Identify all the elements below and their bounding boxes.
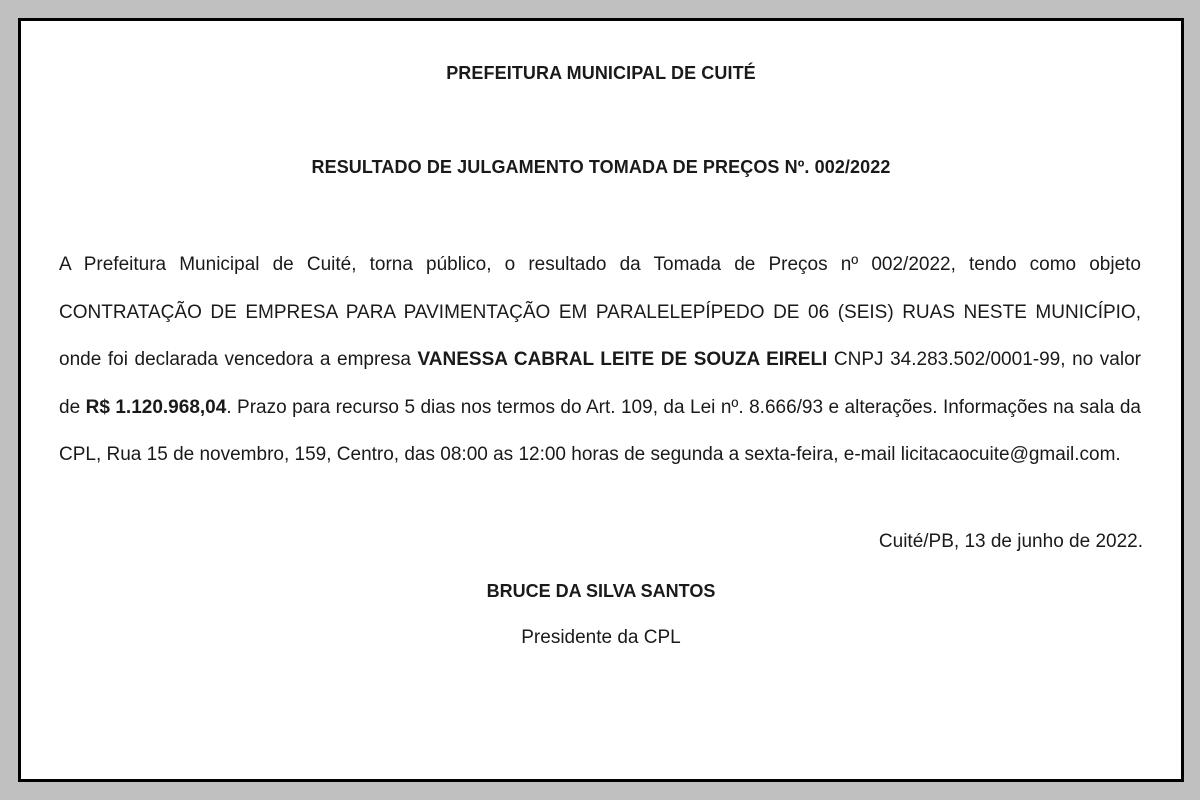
winning-company: VANESSA CABRAL LEITE DE SOUZA EIRELI <box>417 349 828 370</box>
signer-name: BRUCE DA SILVA SANTOS <box>486 581 716 601</box>
institution-heading: PREFEITURA MUNICIPAL DE CUITÉ <box>446 63 756 83</box>
date-line: Cuité/PB, 13 de junho de 2022. <box>878 531 1143 552</box>
notice-document <box>18 18 1184 782</box>
signer-role: Presidente da CPL <box>521 627 681 648</box>
contract-amount: R$ 1.120.968,04 <box>85 396 227 418</box>
body-text-part1: A Prefeitura Municipal de Cuité, torna público, o resultado da Tomada de Preços nº 002/2022, tendo como objeto CONTRATAÇÃO DE EMPRESA PARA PAVIMENTAÇÃO EM PARALELEPÍPEDO DE 06 (SEIS) RUAS NESTE MUNICÍPIO, onde foi declarada vencedora a empresa <box>59 254 1141 370</box>
body-text-part3: . Prazo para recurso 5 dias nos termos do Art. 109, da Lei nº. 8.666/93 e alterações. Informações na sala da CPL, Rua 15 de novembro, 159, Centro, das 08:00 as 12:00 horas de segunda a sexta-feira, e-mail licitacaocuite@gmail.com. <box>59 396 1142 465</box>
notice-title: RESULTADO DE JULGAMENTO TOMADA DE PREÇOS Nº. 002/2022 <box>311 157 891 177</box>
body-text-part2: CNPJ 34.283.502/0001-99, no valor de <box>59 349 1141 418</box>
notice-body <box>59 241 1141 479</box>
